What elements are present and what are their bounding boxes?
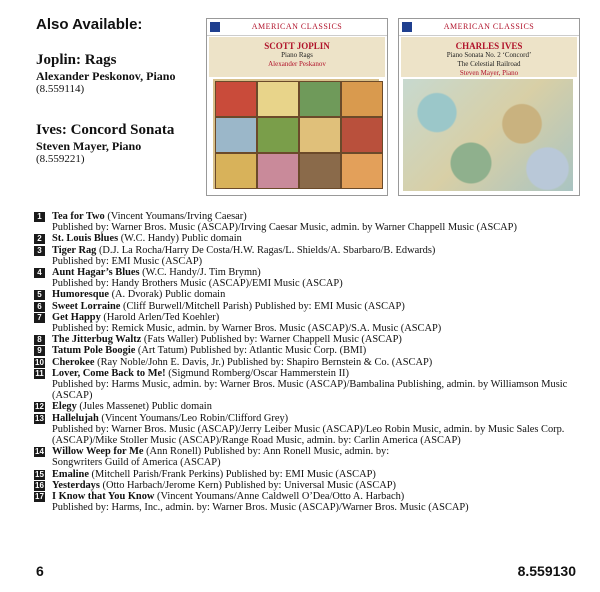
track-item [34,480,594,491]
also-available-heading: Also Available: [36,16,143,33]
cover-work-2: The Celestial Railroad [457,60,521,68]
cover-performer: Alexander Peskanov [268,60,326,68]
track-title: The Jitterbug Waltz [52,334,142,346]
track-credit: (Ray Noble/John E. Davis, Jr.) Published by: Shapiro Bernstein & Co. (ASCAP) [94,356,433,368]
track-item [34,491,594,513]
track-credit: (Harold Arlen/Ted Koehler) [100,311,220,323]
track-number: 1 [34,212,45,222]
recording-ives [36,122,174,166]
track-item [34,289,594,300]
track-number: 7 [34,313,45,323]
track-number: 5 [34,290,45,300]
track-number: 14 [35,447,44,457]
track-item [34,233,594,244]
cover-performer: Steven Mayer, Piano [459,69,519,77]
track-title: I Know that You Know [52,491,155,503]
track-publisher: Published by: Remick Music, admin. by Warner Bros. Music (ASCAP)/S.A. Music (ASCAP) [52,323,442,335]
track-item [34,401,594,412]
recording-title: Joplin: Rags [36,52,117,68]
track-number: 12 [35,402,44,412]
track-number: 3 [34,246,45,256]
track-publisher: Published by: Warner Bros. Music (ASCAP)/Irving Caesar Music, admin. by Warner Chappell Music (ASCAP) [52,222,517,234]
track-title: Elegy [52,401,77,413]
cover-composer: CHARLES IVES [455,41,523,51]
track-credit: (Sigmund Romberg/Oscar Hammerstein II) [165,367,349,379]
track-publisher: Songwriters Guild of America (ASCAP) [52,457,221,469]
recording-title: Ives: Concord Sonata [36,122,175,138]
track-title: Tea for Two [52,211,105,222]
cover-ives [398,18,580,196]
track-credit: (W.C. Handy/J. Tim Brymn) [139,267,261,279]
track-publisher: Published by: Handy Brothers Music (ASCAP)/EMI Music (ASCAP) [52,278,343,290]
track-item [34,357,594,368]
track-credit: (Vincent Youmans/Anne Caldwell O’Dea/Otto A. Harbach) [154,491,405,503]
track-item [34,245,594,267]
track-credit: (Cliff Burwell/Mitchell Parish) Published by: EMI Music (ASCAP) [120,300,405,312]
track-number: 6 [34,302,45,312]
catalog-number: 8.559130 [517,563,576,579]
track-credit: (D.J. La Rocha/Harry De Costa/H.W. Ragas/L. Shields/A. Sbarbaro/B. Edwards) [96,244,436,256]
track-title: Hallelujah [52,412,99,424]
track-credit: (Art Tatum) Published by: Atlantic Music Corp. (BMI) [135,345,367,357]
track-number: 15 [35,469,44,479]
track-item [34,334,594,345]
track-credit: (Vincent Youmans/Irving Caesar) [104,211,247,222]
track-credit: (Ann Ronell) Published by: Ann Ronell Music, admin. by: [143,446,390,458]
cover-band [207,19,387,36]
track-number: 17 [35,492,44,502]
recording-joplin [36,52,175,96]
track-title: Lover, Come Back to Me! [52,367,166,379]
page-number: 6 [36,563,44,579]
track-item [34,446,594,468]
track-item [34,345,594,356]
track-title: Sweet Lorraine [52,300,121,312]
cover-series: AMERICAN CLASSICS [251,22,343,31]
recording-performer: Steven Mayer, Piano [36,139,142,153]
track-credit: (Otto Harbach/Jerome Kern) Published by: Universal Music (ASCAP) [99,479,396,491]
track-credit: (W.C. Handy) Public domain [118,233,242,245]
track-item [34,211,594,233]
track-title: Aunt Hagar’s Blues [52,267,140,279]
recording-catalog: (8.559221) [36,153,85,165]
track-title: Humoresque [52,289,109,301]
track-number: 10 [35,357,44,367]
track-title: Cherokee [52,356,95,368]
cover-artwork [403,79,573,191]
track-number: 16 [35,480,44,490]
track-credit: (Fats Waller) Published by: Warner Chappell Music (ASCAP) [141,334,402,346]
track-item [34,301,594,312]
cover-series: AMERICAN CLASSICS [443,22,535,31]
track-number: 13 [35,413,44,423]
cover-work: Piano Sonata No. 2 ‘Concord’ [446,51,532,59]
cover-work: Piano Rags [281,51,313,59]
track-number: 4 [34,268,45,278]
track-title: Tatum Pole Boogie [52,345,136,357]
track-title: Yesterdays [52,479,100,491]
track-item [34,469,594,480]
track-title: Tiger Rag [52,244,97,256]
track-item [34,368,594,402]
track-number: 11 [35,368,44,378]
track-title: Emaline [52,468,89,480]
track-credit: (A. Dvorak) Public domain [108,289,226,301]
track-number: 9 [34,346,45,356]
cover-band [399,19,579,36]
cover-title-box [401,37,577,77]
track-number: 8 [34,335,45,345]
cover-artwork [213,79,379,189]
track-number: 2 [34,234,45,244]
recording-performer: Alexander Peskonov, Piano [36,69,176,83]
track-credit: (Vincent Youmans/Leo Robin/Clifford Grey) [98,412,289,424]
track-title: St. Louis Blues [52,233,119,245]
track-item [34,267,594,289]
track-publisher: Published by: Warner Bros. Music (ASCAP)/Jerry Leiber Music (ASCAP)/Leo Robin Music, admin. by Music Sales Corp. (ASCAP)/Mike Stoller Music (ASCAP)/Range Road Music, admin. by: Carlin America (ASCAP) [52,423,565,447]
track-credit: (Mitchell Parish/Frank Perkins) Published by: EMI Music (ASCAP) [88,468,376,480]
cover-title-box [209,37,385,77]
track-publisher: Published by: Harms, Inc., admin. by: Warner Bros. Music (ASCAP)/Warner Bros. Music (ASCAP) [52,502,469,514]
recording-catalog: (8.559114) [36,83,85,95]
track-publisher: Published by: EMI Music (ASCAP) [52,255,203,267]
track-item [34,413,594,447]
track-credit: (Jules Massenet) Public domain [76,401,212,413]
track-title: Get Happy [52,311,101,323]
cover-composer: SCOTT JOPLIN [264,41,330,51]
track-item [34,312,594,334]
track-title: Willow Weep for Me [52,446,144,458]
cover-joplin [206,18,388,196]
track-publisher: Published by: Harms Music, admin. by: Warner Bros. Music (ASCAP)/Bambalina Publishing, admin. by Williamson Music (ASCAP) [52,379,568,402]
track-list [34,211,594,513]
